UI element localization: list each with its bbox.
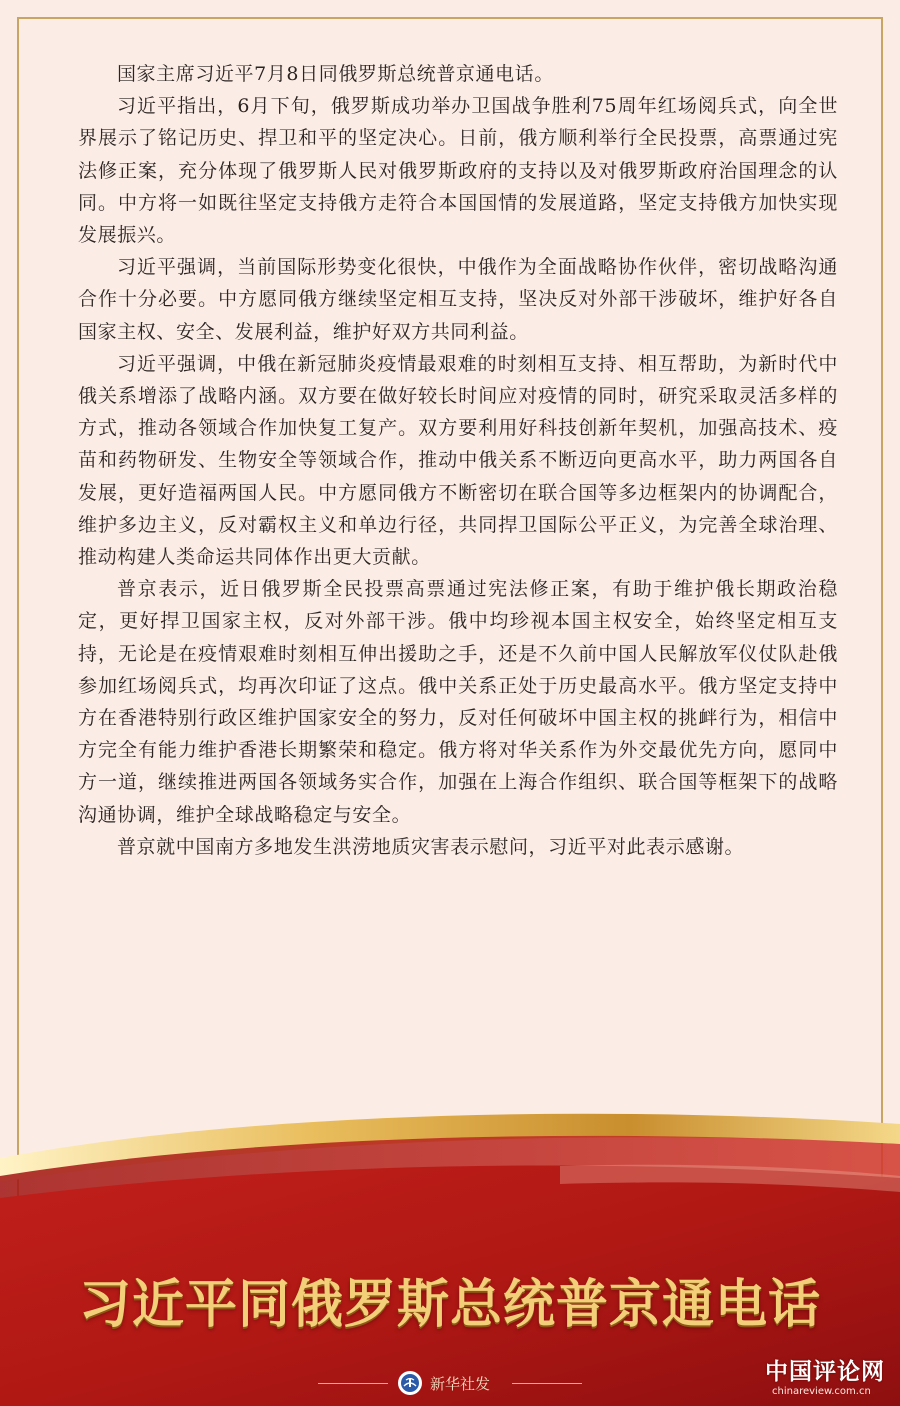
divider-right: [512, 1383, 582, 1384]
paragraph-3: 习近平强调，当前国际形势变化很快，中俄作为全面战略协作伙伴，密切战略沟通合作十分必要。中方愿同俄方继续坚定相互支持，坚决反对外部干涉破坏，维护好各自国家主权、安全、发展利益，维护好双方共同利益。: [78, 256, 838, 343]
paragraph-2: 习近平指出，6月下旬，俄罗斯成功举办卫国战争胜利75周年红场阅兵式，向全世界展示了铭记历史、捍卫和平的坚定决心。日前，俄方顺利举行全民投票，高票通过宪法修正案，充分体现了俄罗斯人民对俄罗斯政府的支持以及对俄罗斯政府治国理念的认同。中方将一如既往坚定支持俄方走符合本国国情的发展道路，坚定支持俄方加快实现发展振兴。: [78, 95, 838, 247]
xinhua-globe-icon: [398, 1371, 422, 1395]
publisher-label: 新华社发: [430, 1374, 491, 1393]
paragraph-4: 习近平强调，中俄在新冠肺炎疫情最艰难的时刻相互支持、相互帮助，为新时代中俄关系增添了战略内涵。双方要在做好较长时间应对疫情的同时，研究采取灵活多样的方式，推动各领域合作加快复工复产。双方要利用好科技创新年契机，加强高技术、疫苗和药物研发、生物安全等领域合作，推动中俄关系不断迈向更高水平，助力两国各自发展，更好造福两国人民。中方愿同俄方不断密切在联合国等多边框架内的协调配合，维护多边主义，反对霸权主义和单边行径，共同捍卫国际公平正义，为完善全球治理、推动构建人类命运共同体作出更大贡献。: [78, 352, 838, 569]
watermark-url: chinareview.com.cn: [772, 1386, 871, 1397]
paragraph-5: 普京表示，近日俄罗斯全民投票高票通过宪法修正案，有助于维护俄长期政治稳定，更好捍卫国家主权，反对外部干涉。俄中均珍视本国主权安全，始终坚定相互支持，无论是在疫情艰难时刻相互伸出援助之手，还是不久前中国人民解放军仪仗队赴俄参加红场阅兵式，均再次印证了这点。俄中关系正处于历史最高水平。俄方坚定支持中方在香港特别行政区维护国家安全的努力，反对任何破坏中国主权的挑衅行为，相信中方完全有能力维护香港长期繁荣和稳定。俄方将对华关系作为外交最优先方向，愿同中方一道，继续推进两国各领域务实合作，加强在上海合作组织、联合国等框架下的战略沟通协调，维护全球战略稳定与安全。: [78, 578, 838, 826]
paragraph-1: 国家主席习近平7月8日同俄罗斯总统普京通电话。: [116, 63, 554, 85]
article-body: [78, 58, 838, 863]
publisher-credit: [398, 1370, 490, 1396]
paragraph-6: 普京就中国南方多地发生洪涝地质灾害表示慰问，习近平对此表示感谢。: [116, 835, 745, 858]
divider-left: [318, 1383, 388, 1384]
banner-title: 习近平同俄罗斯总统普京通电话: [78, 1275, 821, 1335]
watermark-logo: 中国评论网: [765, 1358, 885, 1385]
